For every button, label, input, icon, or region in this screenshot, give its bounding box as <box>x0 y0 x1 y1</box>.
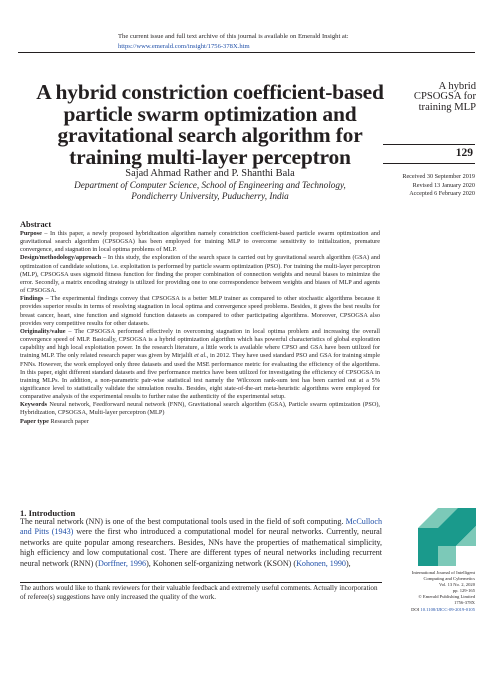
originality-text-2: , in 2012. They have used standard PSO and GSA for training simple FNNs. However, the work employed only three datasets and used the MSE performance metric for evaluating the efficiency of the algorithms. In this paper, eight different standard datasets and five performance metrics have been utilized for investigating the efficiency of CPSOGSA in training MLPs. In addition, a non-parametric pair-wise statistical test namely the Wilcoxon rank-sum test has been carried out at a 5% significance level to statistically validate the simulation results. Besides, eight state-of-the-art meta-heuristic algorithms were employed for comparative analysis of the experimental results to further raise the authenticity of the experimental setup. <box>20 352 381 401</box>
journal-copyright: © Emerald Publishing Limited <box>418 594 475 600</box>
abstract-paper-type <box>20 418 380 426</box>
abstract-heading: Abstract <box>20 220 52 229</box>
abstract-originality <box>20 328 380 401</box>
originality-label: Originality/value <box>20 327 66 335</box>
top-rule <box>18 52 475 53</box>
journal-doi <box>392 607 475 613</box>
doi-link[interactable]: 10.1108/IJICC-09-2019-0105 <box>420 606 475 612</box>
paper-type-label: Paper type <box>20 417 49 425</box>
findings-label: Findings <box>20 295 44 303</box>
journal-name: International Journal of Intelligent Computing and Cybernetics <box>411 570 475 582</box>
introduction-heading: 1. Introduction <box>20 508 76 518</box>
authors: Sajad Ahmad Rather and P. Shanthi Bala <box>125 168 295 179</box>
originality-etal: et al. <box>194 352 207 360</box>
purpose-text: – In this paper, a newly proposed hybridization algorithm namely constriction coefficient-based particle swarm optimization and gravitational search algorithm (CPSOGSA) has been employed for training MLP to overcome sensitivity to initialization, premature convergence, and stagnation in local optima problems of MLP. <box>20 230 380 254</box>
keywords-text: Neural network, Feedforward neural network (FNN), Gravitational search algorithm (GSA), Particle swarm optimization (PSO), Hybridization, CPSOGSA, Multi-layer perceptron (MLP) <box>20 401 380 417</box>
journal-info <box>392 570 475 613</box>
affiliation <box>20 180 400 202</box>
accepted-date: Accepted 6 February 2020 <box>409 190 475 198</box>
access-notice <box>118 32 368 52</box>
footnote-rule <box>20 582 382 583</box>
method-text: – In this study, the exploration of the search space is carried out by gravitational search algorithm (GSA) and optimization of candidate solutions, i.e. exploitation is performed by particle swarm optimization (PSO). For training the multi-layer perceptron (MLP), CPSOGSA uses sigmoid fitness function for finding the proper combination of connection weights and neural biases to minimize the error. Secondly, a matrix encoding strategy is utilized for providing one to one correspondence between weights and biases of MLP and agents of CPSOGSA. <box>20 254 380 295</box>
acknowledgement-footnote: The authors would like to thank reviewers for their valuable feedback and extremely useful comments. Actually incorporation of referee(s) suggestions have only increased the quality of the work. <box>20 584 378 602</box>
abstract <box>20 219 380 426</box>
purpose-label: Purpose <box>20 230 42 237</box>
intro-text-2: were the first who introduced a computational model for neural networks. Currently, neural networks are quite popular among researchers. Besides, NNs have the properties of mathematical simplicity, high efficiency and low computational cost. There are different types of neural networks including recurrent neural network (RNN) ( <box>20 527 382 568</box>
access-notice-text: The current issue and full text archive of this journal is available on Emerald Insight at: <box>118 33 349 40</box>
citation-kohonen[interactable]: Kohonen, 1990 <box>296 558 346 568</box>
running-title: A hybrid CPSOGSA for training MLP <box>413 81 476 113</box>
paper-type-text: Research paper <box>48 417 89 425</box>
revised-date: Revised 13 January 2020 <box>412 181 475 189</box>
journal-logo-icon <box>418 508 476 566</box>
affiliation-line-1: Department of Computer Science, School of Engineering and Technology, <box>74 180 346 190</box>
abstract-method <box>20 254 380 295</box>
journal-volume: Vol. 13 No. 2, 2020 <box>438 582 475 588</box>
journal-issn: 1756-378X <box>454 600 475 606</box>
side-rule <box>383 144 475 145</box>
intro-text-4: ), <box>345 558 351 568</box>
introduction-body <box>20 517 382 569</box>
abstract-findings <box>20 295 380 328</box>
journal-pages: pp. 129-165 <box>452 588 475 594</box>
intro-text-3: ), Kohonen self-organizing network (KSON) ( <box>146 558 297 568</box>
affiliation-line-2: Pondicherry University, Puducherry, India <box>131 191 289 201</box>
article-title: A hybrid constriction coefficient-based particle swarm optimization and gravitational search algorithm for training multi-layer perceptron <box>36 80 384 169</box>
citation-mcculloch-pitts[interactable]: McCulloch and Pitts (1943) <box>20 517 382 537</box>
findings-text: – The experimental findings convey that CPSOGSA is a better MLP trainer as compared to other stochastic algorithms because it provides superior results in terms of resolving stagnation in local optima and convergence speed problems. Besides, it gives the best results for breast cancer, heart, sine function and sigmoid function datasets as compared to other participating algorithms. Moreover, CPSOGSA also provides very competitive results for other datasets. <box>20 295 380 327</box>
abstract-purpose <box>20 230 380 254</box>
abstract-keywords <box>20 401 380 417</box>
citation-dorffner[interactable]: Dorffner, 1996 <box>98 558 147 568</box>
doi-label: DOI <box>411 606 421 612</box>
side-rule-lower <box>383 163 475 164</box>
keywords-label: Keywords <box>20 401 48 409</box>
intro-text-1: The neural network (NN) is one of the best computational tools used in the field of soft computing. <box>20 517 346 526</box>
originality-text-1: – The CPSOGSA performed effectively in overcoming stagnation in local optima problem and increasing the overall convergence speed of MLP. Basically, CPSOGSA is a hybrid optimization algorithm which has powerful characteristics of global exploration capability and high local exploitation power. In the research literature, a little work is available where CPSO and GSA have been utilized for training MLP. The only related research paper was given by Mirjalili <box>20 327 380 360</box>
journal-url-link[interactable]: https://www.emerald.com/insight/1756-378X.htm <box>118 43 250 50</box>
received-date: Received 30 September 2019 <box>402 173 475 180</box>
page-number: 129 <box>455 147 473 159</box>
method-label: Design/methodology/approach <box>20 254 102 262</box>
